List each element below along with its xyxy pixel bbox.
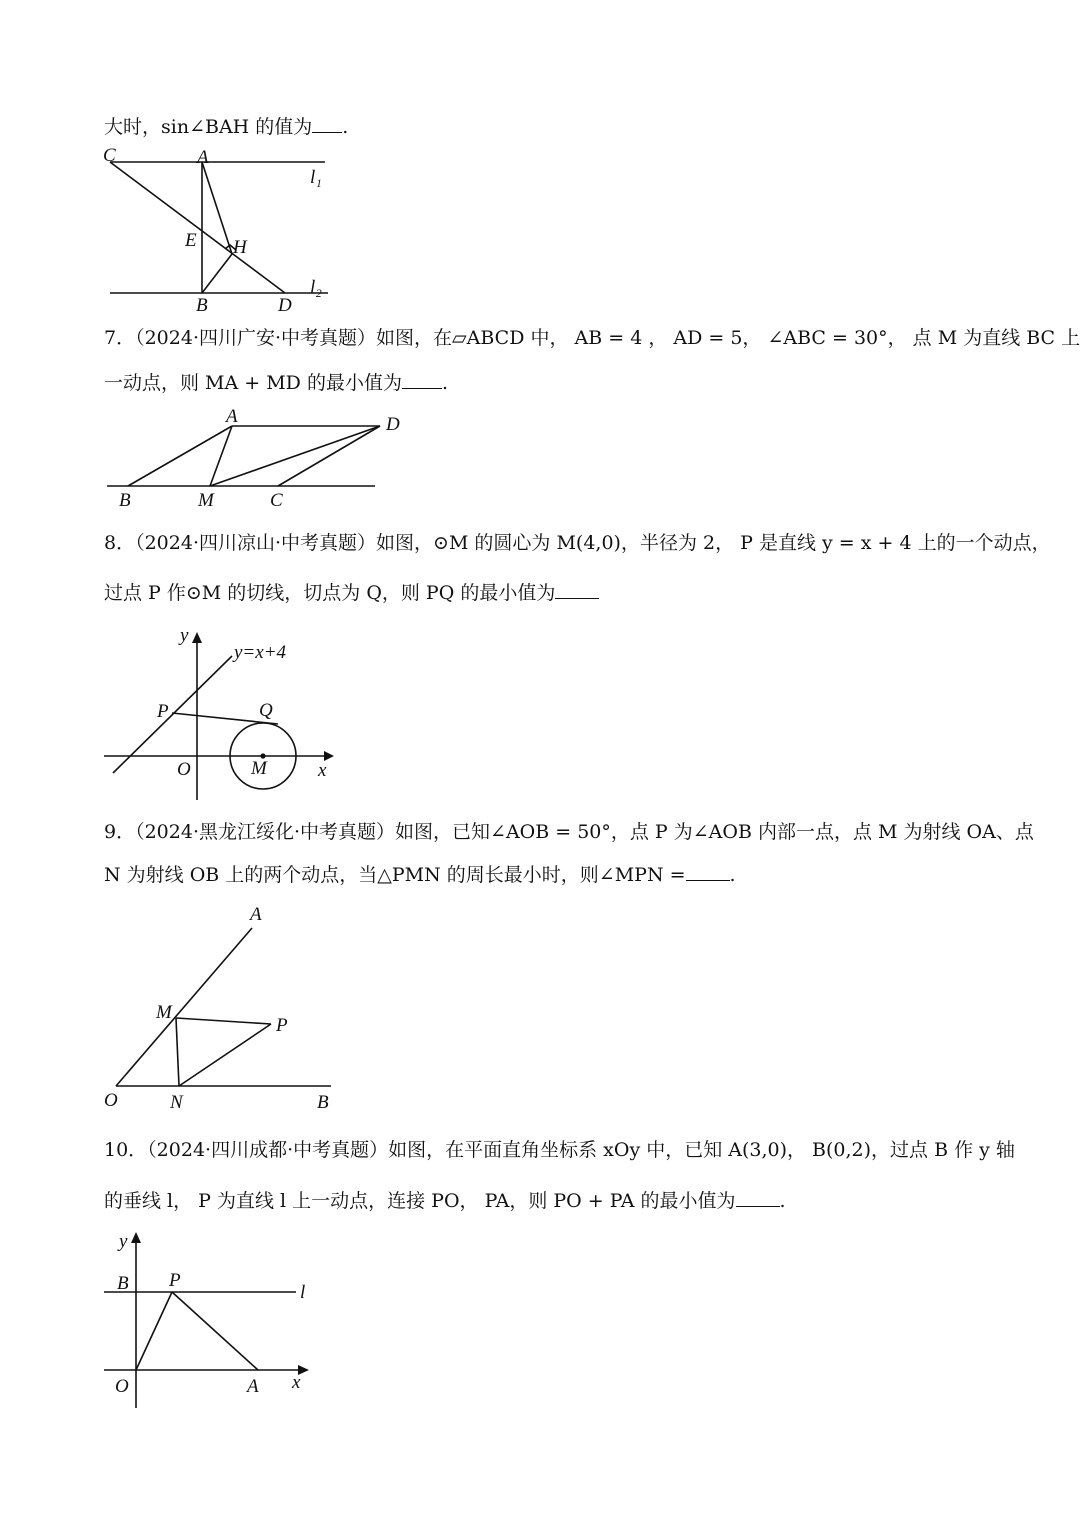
q8-line-1: 8．（2024·四川凉山·中考真题）如图，⊙M 的圆心为 M(4,0)，半径为 2， P 是直线 y = x + 4 上的一个动点， (104, 532, 1051, 554)
q6-period: . (342, 116, 349, 138)
label-O: O (115, 1376, 129, 1397)
label-A: A (197, 147, 209, 168)
label-l1: l₁ (310, 167, 322, 188)
q7-line-2-text: 一动点，则 MA + MD 的最小值为 (104, 372, 402, 394)
label-O: O (177, 759, 191, 780)
label-C: C (103, 145, 116, 166)
q10-line-2-text: 的垂线 l， P 为直线 l 上一动点，连接 PO， PA，则 PO + PA 的最小值为 (104, 1190, 736, 1212)
label-A: A (247, 1376, 259, 1397)
q10-period: . (779, 1190, 786, 1212)
label-B: B (119, 490, 131, 511)
label-C: C (270, 490, 283, 511)
label-x: x (292, 1372, 301, 1393)
q6-text: 大时，sin∠BAH 的值为 (104, 116, 313, 138)
q9-line-1: 9．（2024·黑龙江绥化·中考真题）如图，已知∠AOB = 50°，点 P 为∠AOB 内部一点，点 M 为射线 OA、点 (104, 821, 1034, 843)
q10-line-1: 10．（2024·四川成都·中考真题）如图，在平面直角坐标系 xOy 中，已知 A(3,0)， B(0,2)，过点 B 作 y 轴 (104, 1139, 1015, 1161)
label-D: D (278, 295, 292, 316)
label-M: M (251, 758, 267, 779)
label-line-equation: y=x+4 (234, 642, 287, 663)
label-B: B (196, 295, 208, 316)
q8-line-2-text: 过点 P 作⊙M 的切线，切点为 Q，则 PQ 的最小值为 (104, 582, 556, 604)
label-A: A (226, 406, 238, 427)
label-x: x (318, 760, 327, 781)
q9-line-2-text: N 为射线 OB 上的两个动点，当△PMN 的周长最小时，则∠MPN = (104, 864, 686, 886)
label-y: y (119, 1231, 128, 1252)
label-l: l (300, 1282, 306, 1303)
label-Q: Q (259, 700, 273, 721)
q7-period: . (441, 372, 448, 394)
label-B: B (117, 1273, 129, 1294)
q9-period: . (729, 864, 736, 886)
y-axis-arrow (131, 1232, 141, 1243)
label-E: E (185, 230, 197, 251)
label-H: H (233, 237, 247, 258)
label-N: N (170, 1092, 183, 1113)
label-P: P (157, 701, 169, 722)
label-A: A (250, 904, 262, 925)
label-D: D (386, 414, 400, 435)
label-M: M (198, 490, 214, 511)
q7-line-1: 7．（2024·四川广安·中考真题）如图，在▱ABCD 中， AB = 4 ， AD = 5， ∠ABC = 30°， 点 M 为直线 BC 上 (104, 327, 1080, 349)
label-l2: l₂ (310, 277, 322, 298)
label-O: O (104, 1090, 118, 1111)
label-B: B (317, 1092, 329, 1113)
label-y: y (180, 625, 189, 646)
label-M: M (156, 1002, 172, 1023)
segment-PO (136, 1292, 172, 1370)
label-P: P (169, 1270, 181, 1291)
segment-PA (172, 1292, 258, 1370)
label-P: P (276, 1015, 288, 1036)
